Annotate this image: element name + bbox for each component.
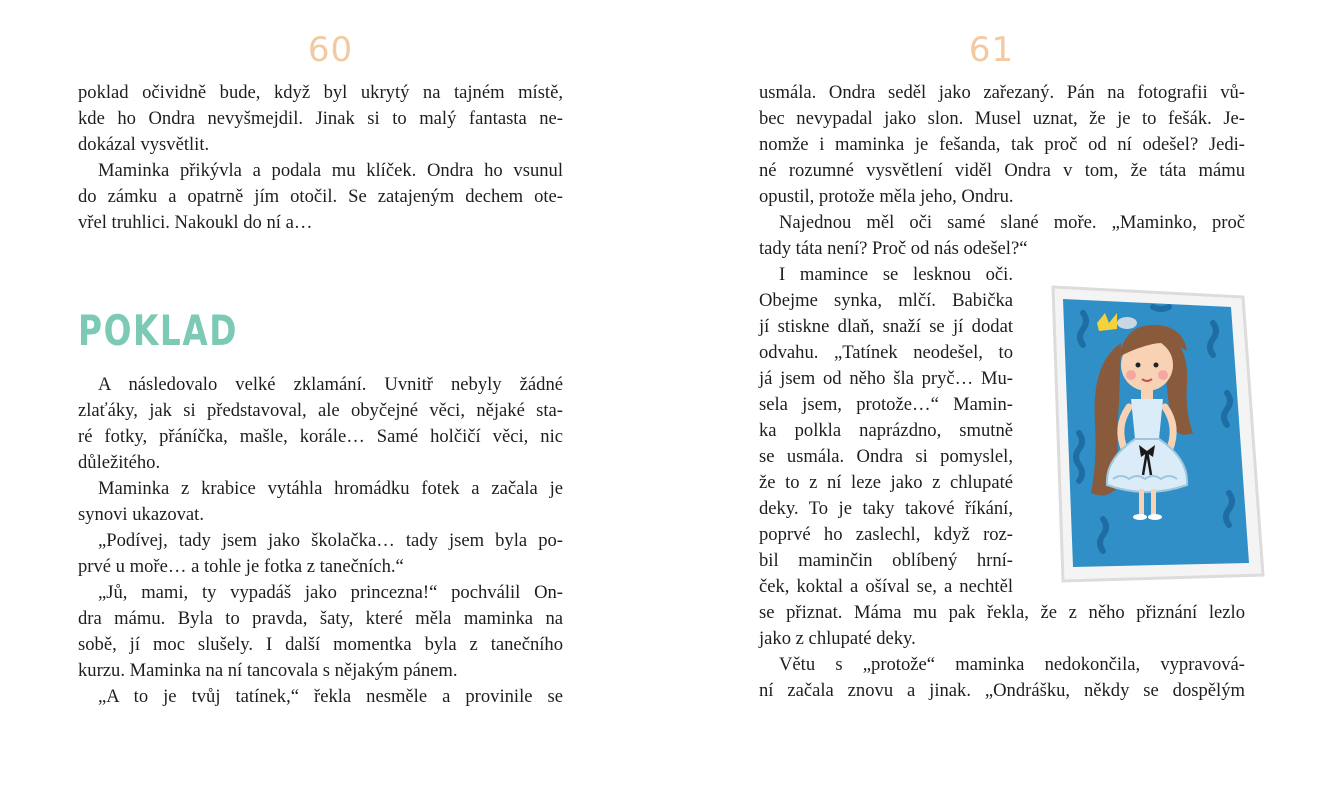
text-line: sela jsem, protože…“ Mamin- [759,394,1013,415]
text-line: I mamince se lesknou oči. [779,264,1013,285]
text-line: dokázal vysvětlit. [78,134,210,155]
text-line: ka polkla naprázdno, smutně [759,420,1013,441]
text-line: že to z ní leze jako z chlupaté [759,472,1013,493]
text-line: odvahu. „Tatínek neodešel, to [759,342,1013,363]
text-line: usmála. Ondra seděl jako zařezaný. Pán na fotografii vů- [759,82,1245,103]
text-line: do zámku a opatrně jím otočil. Se zatajeným dechem ote- [78,186,563,207]
text-line: „A to je tvůj tatínek,“ řekla nesměle a provinile se [98,686,563,707]
text-line: kde ho Ondra nevyšmejdil. Jinak si to malý fantasta ne- [78,108,563,129]
text-line: tady táta není? Proč od nás odešel?“ [759,238,1028,259]
left-intro-text [78,80,563,236]
text-line: Obejme synka, mlčí. Babička [759,290,1013,311]
text-line: bec nevypadal jako slon. Musel uznat, že je to fešák. Je- [759,108,1245,129]
text-line: Najednou měl oči samé slané moře. „Maminko, proč [779,212,1245,233]
text-line: sobě, jí moc slušely. I další momentka byla z tanečního [78,634,563,655]
chapter-heading: POKLAD [78,306,239,355]
text-line: nomže i maminka je fešanda, tak proč od ní odešel? Jedi- [759,134,1245,155]
text-line: já jsem od něho šla pryč… Mu- [759,368,1013,389]
right-page [661,0,1322,800]
text-line: kurzu. Maminka na ní tancovala s nějakým pánem. [78,660,458,681]
text-line: „Podívej, tady jsem jako školačka… tady jsem byla po- [98,530,563,551]
text-line: jí stiskne dlaň, snaží se jí dodat [759,316,1013,337]
page-number-right: 61 [968,30,1015,70]
photo-of-girl-in-dress-icon [1043,283,1265,587]
right-bottom-text [759,600,1245,704]
text-line: ček, koktal a ošíval se, a nechtěl [759,576,1013,597]
text-line: Maminka z krabice vytáhla hromádku fotek a začala je [98,478,563,499]
right-top-text [759,80,1245,262]
text-line: „Jů, mami, ty vypadáš jako princezna!“ pochválil On- [98,582,563,603]
text-line: Větu s „protože“ maminka nedokončila, vypravová- [779,654,1245,675]
page-number-left: 60 [307,30,354,70]
text-line: poprvé ho zaslechl, když roz- [759,524,1013,545]
text-line: ní začala znovu a jinak. „Ondrášku, někdy se dospělým [759,680,1245,701]
text-line: prvé u moře… a tohle je fotka z tanečních.“ [78,556,404,577]
text-line: dra mámu. Byla to pravda, šaty, které měla maminka na [78,608,563,629]
text-line: deky. To je taky takové říkání, [759,498,1013,519]
text-line: zlaťáky, jak si představoval, ale obyčejné věci, nějaké sta- [78,400,563,421]
text-line: poklad očividně bude, když byl ukrytý na tajném místě, [78,82,563,103]
text-line: bil maminčin oblíbený hrní- [759,550,1013,571]
text-line: synovi ukazovat. [78,504,204,525]
text-line: se přiznat. Máma mu pak řekla, že z něho přiznání lezlo [759,602,1245,623]
text-line: důležitého. [78,452,161,473]
text-line: ré fotky, přáníčka, mašle, korále… Samé holčičí věci, nic [78,426,563,447]
text-line: Maminka přikývla a podala mu klíček. Ondra ho vsunul [98,160,563,181]
text-line: vřel truhlici. Nakoukl do ní a… [78,212,313,233]
text-line: se usmála. Ondra si pomyslel, [759,446,1013,467]
text-line: jako z chlupaté deky. [759,628,916,649]
right-narrow-text [759,262,1013,600]
left-body-text [78,372,563,710]
text-line: A následovalo velké zklamání. Uvnitř nebyly žádné [98,374,563,395]
text-line: opustil, protože měla jeho, Ondru. [759,186,1014,207]
text-line: né rozumné vysvětlení viděl Ondra v tom, že táta mámu [759,160,1245,181]
